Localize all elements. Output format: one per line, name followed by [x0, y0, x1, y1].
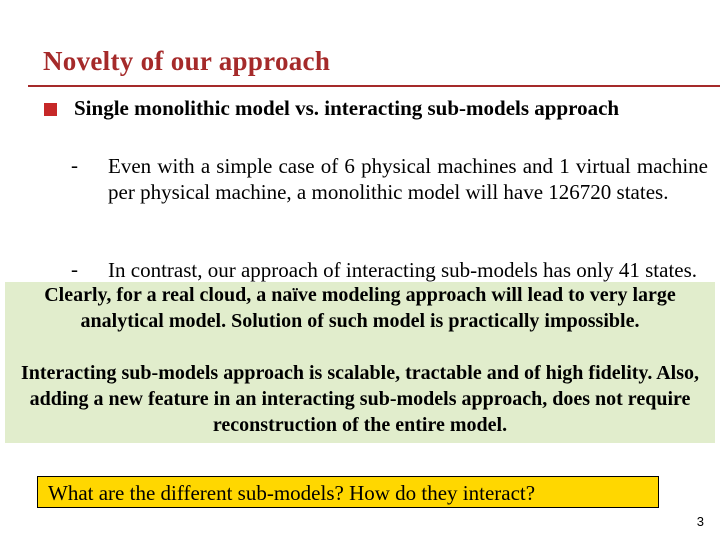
sub-point-interacting: In contrast, our approach of interacting sub-models has only 41 states. — [108, 258, 698, 282]
bullet-square-icon — [44, 103, 57, 116]
title-divider — [28, 85, 720, 87]
dash-marker: - — [71, 257, 78, 281]
sub-point-monolithic: Even with a simple case of 6 physical machines and 1 virtual machine per physical machine, a monolithic model will have 126720 states. — [108, 154, 708, 204]
slide-title: Novelty of our approach — [43, 46, 331, 76]
dash-marker: - — [71, 153, 78, 177]
main-bullet: Single monolithic model vs. interacting sub-models approach — [74, 96, 620, 120]
callout-paragraph-2: Interacting sub-models approach is scalable, tractable and of high fidelity. Also, adding a new feature in an interacting sub-models approach, does not require reconstruction of the entire model. — [20, 362, 699, 436]
question-text: What are the different sub-models? How do they interact? — [48, 481, 536, 505]
page-number: 3 — [696, 514, 704, 529]
callout-box — [5, 282, 715, 443]
callout-paragraph-1: Clearly, for a real cloud, a naïve modeling approach will lead to very large analytical model. Solution of such model is practically impossible. — [44, 284, 676, 332]
question-box — [37, 476, 659, 508]
